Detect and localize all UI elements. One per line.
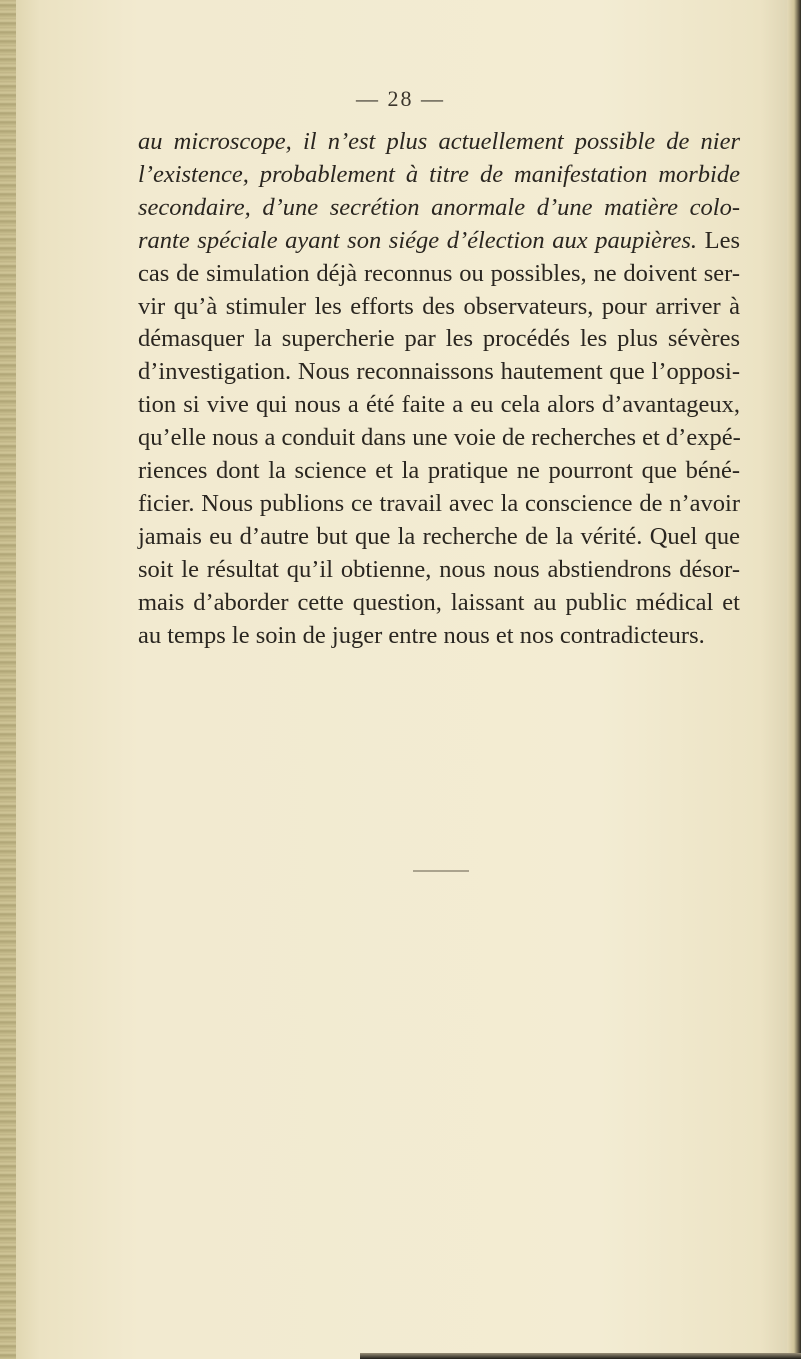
text-segment: d’investigation. Nous reconnaissons hautement que l’opposi- <box>138 358 740 386</box>
text-line <box>138 356 740 389</box>
text-line <box>138 488 740 521</box>
italic-text-segment: au microscope, il n’est plus actuellement possible de nier <box>138 128 740 155</box>
text-segment: Les <box>697 226 741 254</box>
text-segment: jamais eu d’autre but que la recherche de la vérité. Quel que <box>138 522 740 550</box>
text-segment: qu’elle nous a conduit dans une voie de recherches et d’expé- <box>138 424 741 452</box>
text-line <box>138 620 740 653</box>
page-binding-edge <box>0 0 16 1359</box>
text-line <box>138 323 740 356</box>
text-segment: démasquer la supercherie par les procédés les plus sévères <box>138 325 740 353</box>
italic-text-segment: rante spéciale ayant son siége d’élection aux paupières. <box>138 226 698 254</box>
text-segment: cas de simulation déjà reconnus ou possibles, ne doivent ser- <box>138 259 740 287</box>
faint-rule-mark <box>413 870 469 872</box>
text-line <box>138 225 740 258</box>
text-segment: au temps le soin de juger entre nous et nos contradicteurs. <box>138 621 705 649</box>
text-line <box>138 389 740 422</box>
text-segment: soit le résultat qu’il obtienne, nous nous abstiendrons désor- <box>138 555 740 583</box>
italic-text-segment: l’existence, probablement à titre de manifestation morbide <box>138 160 740 188</box>
text-line <box>138 587 740 620</box>
text-segment: mais d’aborder cette question, laissant au public médical et <box>138 588 740 616</box>
text-line <box>138 455 740 488</box>
page-number: — 28 — <box>356 86 445 111</box>
text-segment: tion si vive qui nous a été faite a eu cela alors d’avantageux, <box>138 391 740 419</box>
text-line <box>138 192 740 225</box>
text-line <box>138 126 740 159</box>
italic-text-segment: secondaire, d’une secrétion anormale d’une matière colo- <box>138 193 740 221</box>
body-text <box>138 126 740 653</box>
text-line <box>138 554 740 587</box>
page-right-edge <box>787 0 801 1359</box>
text-line <box>138 258 740 291</box>
text-segment: vir qu’à stimuler les efforts des observateurs, pour arriver à <box>138 292 740 320</box>
text-segment: riences dont la science et la pratique ne pourront que béné- <box>138 457 740 485</box>
text-line <box>138 291 740 324</box>
text-line <box>138 521 740 554</box>
text-segment: ficier. Nous publions ce travail avec la conscience de n’avoir <box>138 489 740 517</box>
text-line <box>138 159 740 192</box>
text-line <box>138 422 740 455</box>
page-bottom-edge <box>360 1353 801 1359</box>
